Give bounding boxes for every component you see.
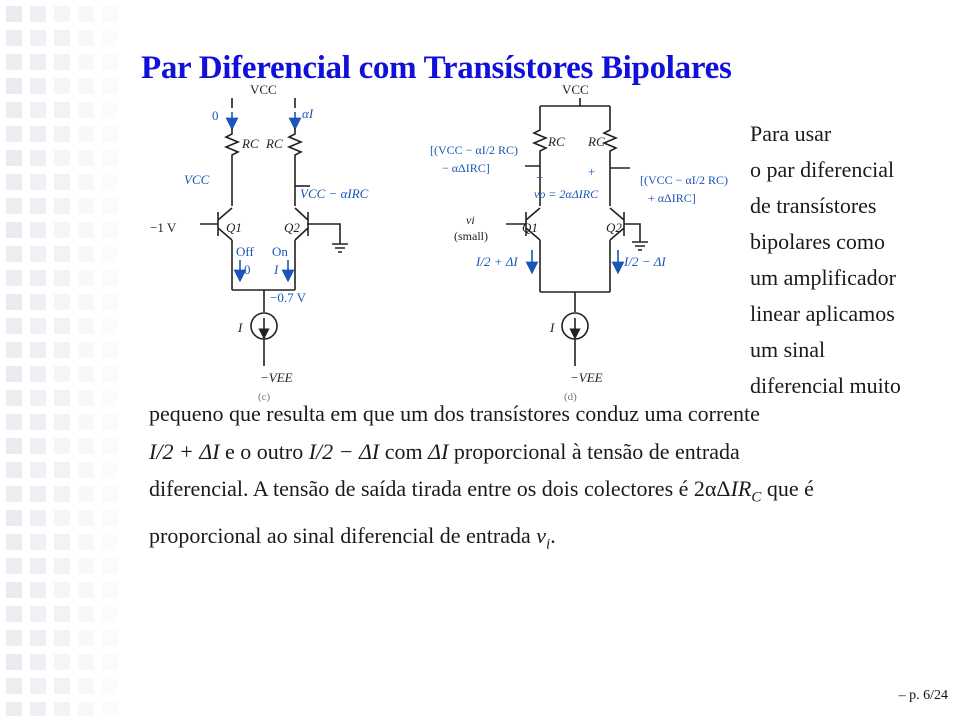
decorative-square	[30, 78, 46, 94]
decorative-square	[54, 6, 70, 22]
decorative-square	[30, 270, 46, 286]
decorative-square	[54, 462, 70, 478]
decorative-square	[6, 54, 22, 70]
decorative-square	[78, 318, 94, 334]
decorative-square	[30, 174, 46, 190]
vcc-node-c: VCC	[184, 172, 210, 187]
text-fragment: proporcional ao sinal diferencial de entrada	[149, 522, 537, 548]
decorative-square	[6, 678, 22, 694]
decorative-square	[54, 294, 70, 310]
decorative-square	[30, 510, 46, 526]
decorative-square	[78, 582, 94, 598]
decorative-square	[6, 126, 22, 142]
decorative-square	[6, 582, 22, 598]
decorative-square	[102, 126, 118, 142]
body-line-4	[149, 517, 949, 564]
decorative-square	[102, 54, 118, 70]
rc1-label-d: RC	[548, 134, 565, 149]
off-label: Off	[236, 244, 254, 259]
decorative-square	[54, 102, 70, 118]
decorative-square	[102, 102, 118, 118]
decorative-square	[6, 342, 22, 358]
decorative-square	[30, 462, 46, 478]
decorative-square	[30, 654, 46, 670]
page-number: – p. 6/24	[898, 688, 948, 703]
decorative-square	[78, 342, 94, 358]
decorative-square	[102, 342, 118, 358]
decorative-square	[102, 390, 118, 406]
decorative-square	[102, 270, 118, 286]
decorative-square	[6, 606, 22, 622]
decorative-square	[30, 318, 46, 334]
decorative-square	[54, 270, 70, 286]
decorative-square	[30, 222, 46, 238]
decorative-square	[6, 438, 22, 454]
decorative-square	[6, 102, 22, 118]
out-right-d-line2: + αΔIRC]	[648, 191, 696, 205]
decorative-square	[6, 294, 22, 310]
decorative-square	[30, 582, 46, 598]
decorative-square	[30, 438, 46, 454]
decorative-square	[6, 6, 22, 22]
decorative-square	[102, 78, 118, 94]
decorative-square	[54, 198, 70, 214]
side-line: o par diferencial	[750, 157, 895, 182]
decorative-square	[78, 630, 94, 646]
rc1-label-c: RC	[242, 136, 259, 151]
decorative-square	[30, 150, 46, 166]
out-right-c: VCC − αIRC	[300, 186, 369, 201]
decorative-square	[6, 702, 22, 716]
decorative-square	[6, 414, 22, 430]
decorative-square	[102, 582, 118, 598]
decorative-square	[78, 654, 94, 670]
decorative-square	[78, 486, 94, 502]
decorative-square	[102, 174, 118, 190]
decorative-square	[54, 366, 70, 382]
decorative-square	[6, 390, 22, 406]
vout-label: vo = 2αΔIRC	[534, 187, 599, 201]
decorative-square	[102, 510, 118, 526]
decorative-square	[54, 126, 70, 142]
decorative-square	[6, 558, 22, 574]
text-fragment: com	[379, 438, 429, 464]
decorative-square	[78, 414, 94, 430]
decorative-square	[78, 678, 94, 694]
decorative-square	[102, 318, 118, 334]
decorative-square	[30, 630, 46, 646]
vi-small-label: (small)	[454, 229, 488, 243]
decorative-square	[30, 294, 46, 310]
decorative-square	[30, 54, 46, 70]
decorative-square	[102, 654, 118, 670]
differential-pair-circuits	[140, 84, 750, 414]
decorative-square	[54, 630, 70, 646]
vee-label-c: −VEE	[260, 370, 293, 385]
decorative-square	[54, 318, 70, 334]
current-left-c: 0	[212, 108, 219, 123]
decorative-square	[6, 486, 22, 502]
rc2-label-d: RC	[588, 134, 605, 149]
rc2-label-c: RC	[266, 136, 283, 151]
math-subscript: C	[751, 489, 762, 506]
decorative-square	[30, 486, 46, 502]
text-fragment: .	[550, 522, 556, 548]
decorative-square	[6, 534, 22, 550]
decorative-square	[54, 486, 70, 502]
panel-label-d: (d)	[564, 391, 577, 403]
decorative-square	[30, 366, 46, 382]
decorative-square	[54, 534, 70, 550]
side-line: um sinal	[750, 337, 826, 362]
vcc-label-d: VCC	[562, 84, 589, 97]
decorative-square	[6, 318, 22, 334]
isrc-label-d: I	[550, 320, 555, 335]
current-right-c: αI	[302, 106, 314, 121]
body-line-1: pequeno que resulta em que um dos transístores conduz uma corrente	[149, 401, 760, 426]
decorative-square	[78, 270, 94, 286]
out-left-d-line1: [(VCC − αI/2 RC)	[430, 143, 519, 157]
panel-label-c: (c)	[258, 391, 271, 403]
i2-label: I/2 − ΔI	[624, 254, 666, 269]
decorative-square	[30, 30, 46, 46]
decorative-square	[30, 342, 46, 358]
decorative-square	[102, 198, 118, 214]
q1-label-d: Q1	[522, 220, 538, 235]
body-line-3	[149, 470, 949, 517]
decorative-square	[78, 606, 94, 622]
decorative-square	[30, 390, 46, 406]
decorative-square	[102, 294, 118, 310]
decorative-square	[102, 558, 118, 574]
decorative-square	[78, 702, 94, 716]
decorative-square	[30, 606, 46, 622]
decorative-square	[102, 678, 118, 694]
emitter-current-i: I	[274, 262, 279, 277]
decorative-square	[102, 150, 118, 166]
decorative-square	[54, 438, 70, 454]
on-label: On	[272, 244, 288, 259]
decorative-square	[78, 534, 94, 550]
decorative-square	[78, 54, 94, 70]
decorative-square	[6, 198, 22, 214]
circuit-d-emitter-arrows	[532, 250, 618, 268]
decorative-square	[54, 390, 70, 406]
text-fragment: proporcional à tensão de entrada	[448, 438, 740, 464]
decorative-square	[54, 678, 70, 694]
decorative-square	[54, 174, 70, 190]
decorative-square	[102, 486, 118, 502]
text-fragment: e o outro	[219, 438, 309, 464]
decorative-square	[6, 630, 22, 646]
decorative-square	[54, 150, 70, 166]
i1-label: I/2 + ΔI	[476, 254, 518, 269]
side-line: de transístores	[750, 193, 877, 218]
decorative-square	[6, 150, 22, 166]
vout-plus: +	[588, 164, 596, 179]
decorative-square	[78, 78, 94, 94]
side-line: bipolares como	[750, 229, 886, 254]
math-expr: v	[536, 522, 547, 548]
vi-label: vi	[466, 213, 475, 227]
decorative-square	[54, 510, 70, 526]
decorative-square	[78, 246, 94, 262]
decorative-square	[6, 270, 22, 286]
decorative-square	[54, 222, 70, 238]
decorative-square	[54, 558, 70, 574]
decorative-square	[6, 174, 22, 190]
q1-label-c: Q1	[226, 220, 242, 235]
input-label-c: −1 V	[150, 220, 177, 235]
decorative-square	[54, 702, 70, 716]
vcc-label-c: VCC	[250, 84, 277, 97]
side-line: diferencial muito	[750, 373, 901, 398]
decorative-square	[78, 126, 94, 142]
decorative-square	[30, 6, 46, 22]
body-line-2	[149, 433, 949, 471]
body-paragraph	[149, 395, 949, 564]
decorative-square	[30, 558, 46, 574]
decorative-square	[30, 126, 46, 142]
math-expr: ΔI	[428, 438, 449, 464]
decorative-square	[102, 414, 118, 430]
decorative-square	[30, 702, 46, 716]
decorative-square	[6, 366, 22, 382]
decorative-square	[30, 102, 46, 118]
decorative-square	[78, 390, 94, 406]
out-left-d-line2: − αΔIRC]	[442, 161, 490, 175]
decorative-square	[54, 246, 70, 262]
decorative-square	[78, 558, 94, 574]
decorative-square	[102, 30, 118, 46]
decorative-square	[30, 534, 46, 550]
slide-title: Par Diferencial com Transístores Bipolares	[141, 50, 732, 86]
decorative-square	[54, 54, 70, 70]
text-fragment: que é	[761, 476, 814, 501]
decorative-square	[102, 606, 118, 622]
math-expr: I/2 + ΔI	[149, 438, 220, 464]
decorative-square	[102, 6, 118, 22]
decorative-square	[30, 198, 46, 214]
decorative-square	[6, 78, 22, 94]
decorative-square	[54, 654, 70, 670]
decorative-square	[54, 582, 70, 598]
decorative-square	[102, 438, 118, 454]
decorative-square	[78, 198, 94, 214]
decorative-square	[78, 6, 94, 22]
decorative-square	[54, 78, 70, 94]
math-subscript: i	[546, 536, 551, 553]
decorative-square	[6, 462, 22, 478]
decorative-square	[6, 30, 22, 46]
decorative-square	[78, 30, 94, 46]
decorative-square	[78, 222, 94, 238]
math-expr: I/2 − ΔI	[308, 438, 380, 464]
decorative-square	[78, 102, 94, 118]
decorative-square	[102, 630, 118, 646]
vout-minus: −	[536, 170, 544, 185]
side-line: Para usar	[750, 121, 832, 146]
decorative-square	[102, 366, 118, 382]
decorative-square	[102, 222, 118, 238]
decorative-square	[54, 30, 70, 46]
decorative-square	[78, 510, 94, 526]
decorative-square	[78, 174, 94, 190]
decorative-square	[78, 366, 94, 382]
decorative-square	[6, 246, 22, 262]
side-paragraph	[750, 116, 955, 404]
text-fragment: diferencial. A tensão de saída tirada entre os dois colectores é 2αΔ	[149, 476, 731, 501]
decorative-square	[54, 414, 70, 430]
decorative-square	[54, 606, 70, 622]
decorative-square	[78, 150, 94, 166]
vee-label-d: −VEE	[570, 370, 603, 385]
isrc-label-c: I	[238, 320, 243, 335]
decorative-square	[78, 294, 94, 310]
decorative-square	[30, 678, 46, 694]
math-expr: IR	[730, 476, 752, 501]
decorative-square	[102, 702, 118, 716]
decorative-square-pattern	[0, 0, 130, 716]
decorative-square	[78, 438, 94, 454]
decorative-square	[78, 462, 94, 478]
decorative-square	[102, 462, 118, 478]
emitter-current-zero: 0	[244, 262, 251, 277]
decorative-square	[102, 534, 118, 550]
q2-label-d: Q2	[606, 220, 622, 235]
decorative-square	[6, 510, 22, 526]
decorative-square	[6, 222, 22, 238]
q2-label-c: Q2	[284, 220, 300, 235]
decorative-square	[30, 246, 46, 262]
decorative-square	[30, 414, 46, 430]
side-line: um amplificador	[750, 265, 897, 290]
decorative-square	[54, 342, 70, 358]
out-right-d-line1: [(VCC − αI/2 RC)	[640, 173, 729, 187]
side-line: linear aplicamos	[750, 301, 895, 326]
decorative-square	[102, 246, 118, 262]
emitter-voltage-c: −0.7 V	[270, 290, 306, 305]
decorative-square	[6, 654, 22, 670]
